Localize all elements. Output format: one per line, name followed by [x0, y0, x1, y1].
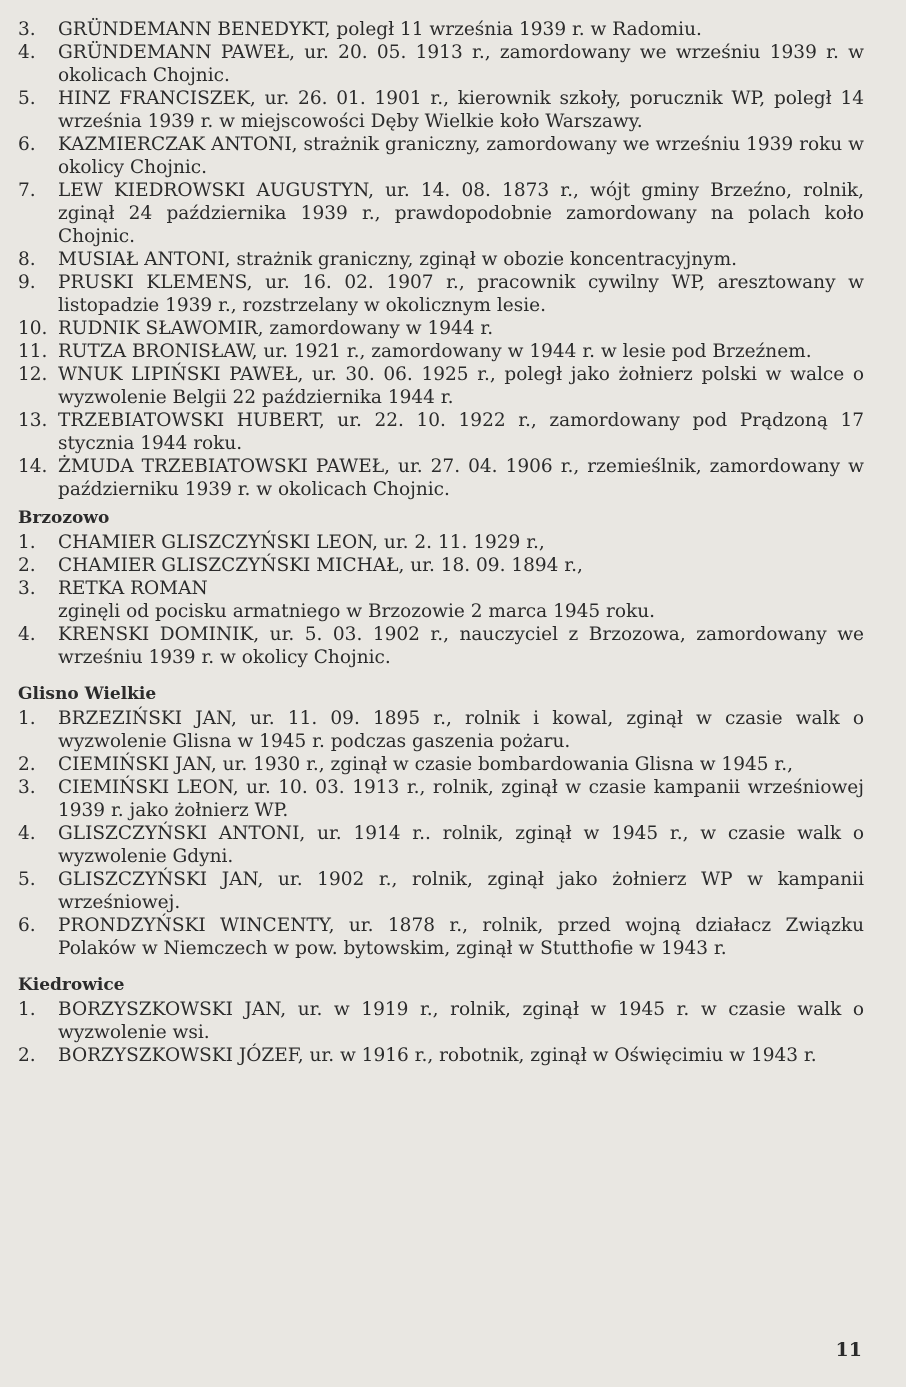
entry-number: 5.: [18, 88, 36, 109]
entry-text: BORZYSZKOWSKI JAN, ur. w 1919 r., rolnik, zginął w 1945 r. w czasie walk o wyzwolenie wsi.: [58, 999, 864, 1043]
entry-text: TRZEBIATOWSKI HUBERT, ur. 22. 10. 1922 r., zamordowany pod Prądzoną 17 stycznia 1944 roku.: [58, 410, 864, 454]
list-item: [18, 317, 864, 340]
entry-text: BORZYSZKOWSKI JÓZEF, ur. w 1916 r., robotnik, zginął w Oświęcimiu w 1943 r.: [58, 1045, 817, 1066]
list-item: [18, 531, 864, 554]
list-item: [18, 18, 864, 41]
entry-list: [18, 623, 864, 669]
entry-text: LEW KIEDROWSKI AUGUSTYN, ur. 14. 08. 1873 r., wójt gminy Brzeźno, rolnik, zginął 24 października 1939 r., prawdopodobnie zamordowany na polach koło Chojnic.: [58, 180, 864, 247]
entry-number: 7.: [18, 180, 36, 201]
entry-text: MUSIAŁ ANTONI, strażnik graniczny, zginął w obozie koncentracyjnym.: [58, 249, 738, 270]
entry-text: GRÜNDEMANN BENEDYKT, poległ 11 września 1939 r. w Radomiu.: [58, 19, 702, 40]
entry-number: 2.: [18, 1045, 36, 1066]
list-item: [18, 554, 864, 577]
list-item: [18, 179, 864, 248]
entry-text: HINZ FRANCISZEK, ur. 26. 01. 1901 r., kierownik szkoły, porucznik WP, poległ 14 września 1939 r. w miejscowości Dęby Wielkie koło Warszawy.: [58, 88, 864, 132]
section-title: Brzozowo: [18, 508, 110, 528]
list-item: [18, 41, 864, 87]
list-item: [18, 363, 864, 409]
entry-list: [18, 707, 864, 960]
list-item: [18, 577, 864, 600]
list-item: [18, 998, 864, 1044]
entry-number: 6.: [18, 134, 36, 155]
entry-text: KAZMIERCZAK ANTONI, strażnik graniczny, zamordowany we wrześniu 1939 roku w okolicy Chojnic.: [58, 134, 864, 178]
list-item: [18, 340, 864, 363]
entry-number: 11.: [18, 341, 48, 362]
list-item: [18, 623, 864, 669]
entry-number: 13.: [18, 410, 48, 431]
entry-number: 8.: [18, 249, 36, 270]
list-item: [18, 87, 864, 133]
entry-number: 1.: [18, 999, 36, 1020]
entry-text: GLISZCZYŃSKI ANTONI, ur. 1914 r.. rolnik, zginął w 1945 r., w czasie walk o wyzwolenie Gdyni.: [58, 823, 864, 867]
entry-list: [18, 18, 864, 501]
list-item: [18, 409, 864, 455]
entry-number: 10.: [18, 318, 48, 339]
list-item: [18, 822, 864, 868]
entry-number: 12.: [18, 364, 48, 385]
entry-text: GLISZCZYŃSKI JAN, ur. 1902 r., rolnik, zginął jako żołnierz WP w kampanii wrześniowej.: [58, 869, 864, 913]
entry-number: 4.: [18, 823, 36, 844]
entry-text: CIEMIŃSKI LEON, ur. 10. 03. 1913 r., rolnik, zginął w czasie kampanii wrześniowej 1939 r. jako żołnierz WP.: [58, 777, 864, 821]
entry-number: 6.: [18, 915, 36, 936]
entry-number: 3.: [18, 777, 36, 798]
list-item: [18, 753, 864, 776]
entry-number: 4.: [18, 624, 36, 645]
entry-number: 1.: [18, 532, 36, 553]
entry-list: [18, 998, 864, 1067]
entry-text: ŻMUDA TRZEBIATOWSKI PAWEŁ, ur. 27. 04. 1906 r., rzemieślnik, zamordowany w październiku 1939 r. w okolicach Chojnic.: [58, 456, 864, 500]
entry-number: 14.: [18, 456, 48, 477]
entry-number: 2.: [18, 754, 36, 775]
entry-number: 1.: [18, 708, 36, 729]
list-item: [18, 271, 864, 317]
entry-number: 4.: [18, 42, 36, 63]
list-item: [18, 914, 864, 960]
entry-text: BRZEZIŃSKI JAN, ur. 11. 09. 1895 r., rolnik i kowal, zginął w czasie walk o wyzwolenie Glisna w 1945 r. podczas gaszenia pożaru.: [58, 708, 864, 752]
page-number: 11: [835, 1339, 862, 1361]
entry-text: CHAMIER GLISZCZYŃSKI MICHAŁ, ur. 18. 09. 1894 r.,: [58, 555, 583, 576]
list-item: [18, 455, 864, 501]
entry-list: [18, 531, 864, 600]
list-item: [18, 248, 864, 271]
entry-text: GRÜNDEMANN PAWEŁ, ur. 20. 05. 1913 r., zamordowany we wrześniu 1939 r. w okolicach Chojnic.: [58, 42, 864, 86]
section-title: Kiedrowice: [18, 975, 125, 995]
entry-text: RUDNIK SŁAWOMIR, zamordowany w 1944 r.: [58, 318, 494, 339]
entry-text: WNUK LIPIŃSKI PAWEŁ, ur. 30. 06. 1925 r., poległ jako żołnierz polski w walce o wyzwolenie Belgii 22 października 1944 r.: [58, 364, 864, 408]
list-item: [18, 133, 864, 179]
entry-text: PRONDZYŃSKI WINCENTY, ur. 1878 r., rolnik, przed wojną działacz Związku Polaków w Niemczech w pow. bytowskim, zginął w Stutthofie w 1943 r.: [58, 915, 864, 959]
group-note: zginęli od pocisku armatniego w Brzozowie 2 marca 1945 roku.: [58, 601, 656, 622]
entry-text: PRUSKI KLEMENS, ur. 16. 02. 1907 r., pracownik cywilny WP, aresztowany w listopadzie 1939 r., rozstrzelany w okolicznym lesie.: [58, 272, 864, 316]
entry-number: 2.: [18, 555, 36, 576]
list-item: [18, 707, 864, 753]
entry-number: 3.: [18, 19, 36, 40]
entry-text: CIEMIŃSKI JAN, ur. 1930 r., zginął w czasie bombardowania Glisna w 1945 r.,: [58, 754, 793, 775]
entry-text: RETKA ROMAN: [58, 578, 208, 599]
entry-number: 9.: [18, 272, 36, 293]
entry-text: CHAMIER GLISZCZYŃSKI LEON, ur. 2. 11. 1929 r.,: [58, 532, 545, 553]
list-item: [18, 1044, 864, 1067]
list-item: [18, 776, 864, 822]
list-item: [18, 868, 864, 914]
entry-text: RUTZA BRONISŁAW, ur. 1921 r., zamordowany w 1944 r. w lesie pod Brzeźnem.: [58, 341, 812, 362]
entry-text: KRENSKI DOMINIK, ur. 5. 03. 1902 r., nauczyciel z Brzozowa, zamordowany we wrześniu 1939 r. w okolicy Chojnic.: [58, 624, 864, 668]
entry-number: 3.: [18, 578, 36, 599]
entry-number: 5.: [18, 869, 36, 890]
section-title: Glisno Wielkie: [18, 684, 157, 704]
